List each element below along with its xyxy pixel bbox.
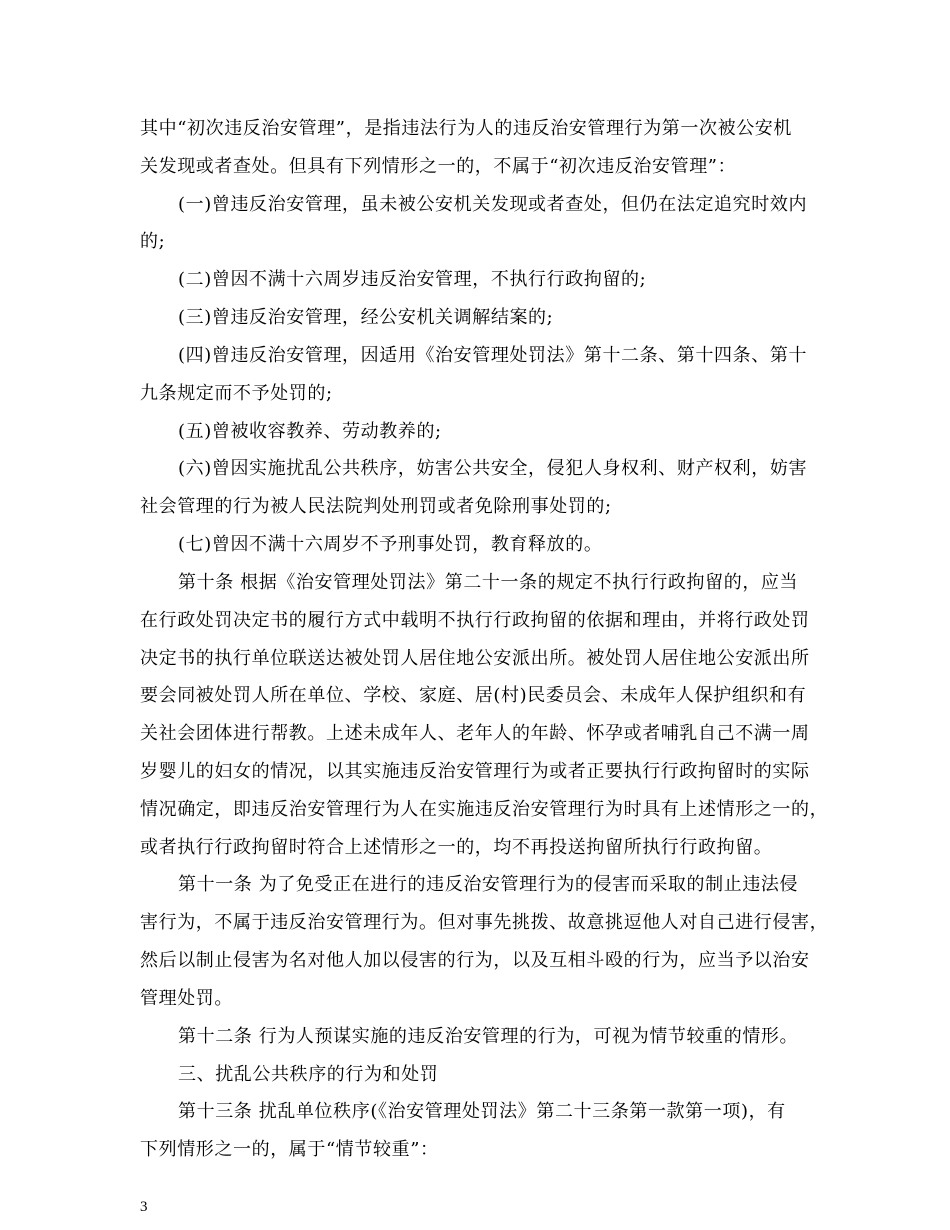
article-10-line: 或者执行行政拘留时符合上述情形之一的，均不再投送拘留所执行行政拘留。 — [140, 836, 773, 858]
list-item-3-line: (三)曾违反治安管理，经公安机关调解结案的; — [178, 307, 554, 329]
article-10-line: 要会同被处罚人所在单位、学校、家庭、居(村)民委员会、未成年人保护组织和有 — [140, 685, 807, 707]
article-13-line: 下列情形之一的，属于“情节较重”： — [140, 1139, 439, 1161]
page-number: 3 — [140, 1199, 148, 1216]
article-10-line: 情况确定，即违反治安管理行为人在实施违反治安管理行为时具有上述情形之一的， — [140, 798, 829, 820]
list-item-4-line: (四)曾违反治安管理，因适用《治安管理处罚法》第十二条、第十四条、第十 — [178, 344, 808, 366]
list-item-4-line: 九条规定而不予处罚的; — [140, 382, 333, 404]
body-text-line: 其中“初次违反治安管理”，是指违法行为人的违反治安管理行为第一次被公安机 — [140, 118, 793, 139]
article-11-line: 然后以制止侵害为名对他人加以侵害的行为，以及互相斗殴的行为，应当予以治安 — [140, 950, 810, 972]
article-10-line: 决定书的执行单位联送达被处罚人居住地公安派出所。被处罚人居住地公安派出所 — [140, 647, 810, 669]
list-item-1-line: (一)曾违反治安管理，虽未被公安机关发现或者查处，但仍在法定追究时效内 — [178, 193, 808, 215]
article-10-line: 岁婴儿的妇女的情况，以其实施违反治安管理行为或者正要执行行政拘留时的实际 — [140, 761, 810, 782]
article-10-line: 在行政处罚决定书的履行方式中载明不执行行政拘留的依据和理由，并将行政处罚 — [140, 609, 810, 631]
article-10-line: 第十条 根据《治安管理处罚法》第二十一条的规定不执行行政拘留的，应当 — [178, 571, 799, 593]
article-11-line: 管理处罚。 — [140, 987, 233, 1009]
article-12-line: 第十二条 行为人预谋实施的违反治安管理的行为，可视为情节较重的情形。 — [178, 1025, 799, 1047]
article-13-line: 第十三条 扰乱单位秩序(《治安管理处罚法》第二十三条第一款第一项)，有 — [178, 1101, 786, 1123]
list-item-6-line: (六)曾因实施扰乱公共秩序，妨害公共安全，侵犯人身权利、财产权利，妨害 — [178, 458, 808, 480]
list-item-6-line: 社会管理的行为被人民法院判处刑罚或者免除刑事处罚的; — [140, 496, 612, 518]
list-item-1-line: 的; — [140, 231, 166, 253]
article-10-line: 关社会团体进行帮教。上述未成年人、老年人的年龄、怀孕或者哺乳自己不满一周 — [140, 723, 810, 745]
list-item-7-line: (七)曾因不满十六周岁不予刑事处罚，教育释放的。 — [178, 534, 603, 556]
article-11-line: 害行为，不属于违反治安管理行为。但对事先挑拨、故意挑逗他人对自己进行侵害， — [140, 912, 829, 934]
section-heading: 三、扰乱公共秩序的行为和处罚 — [178, 1063, 439, 1085]
list-item-2-line: (二)曾因不满十六周岁违反治安管理，不执行行政拘留的; — [178, 269, 647, 291]
body-text-line: 关发现或者查处。但具有下列情形之一的，不属于“初次违反治安管理”： — [140, 155, 737, 177]
article-11-line: 第十一条 为了免受正在进行的违反治安管理行为的侵害而采取的制止违法侵 — [178, 874, 799, 896]
list-item-5-line: (五)曾被收容教养、劳动教养的; — [178, 420, 442, 442]
